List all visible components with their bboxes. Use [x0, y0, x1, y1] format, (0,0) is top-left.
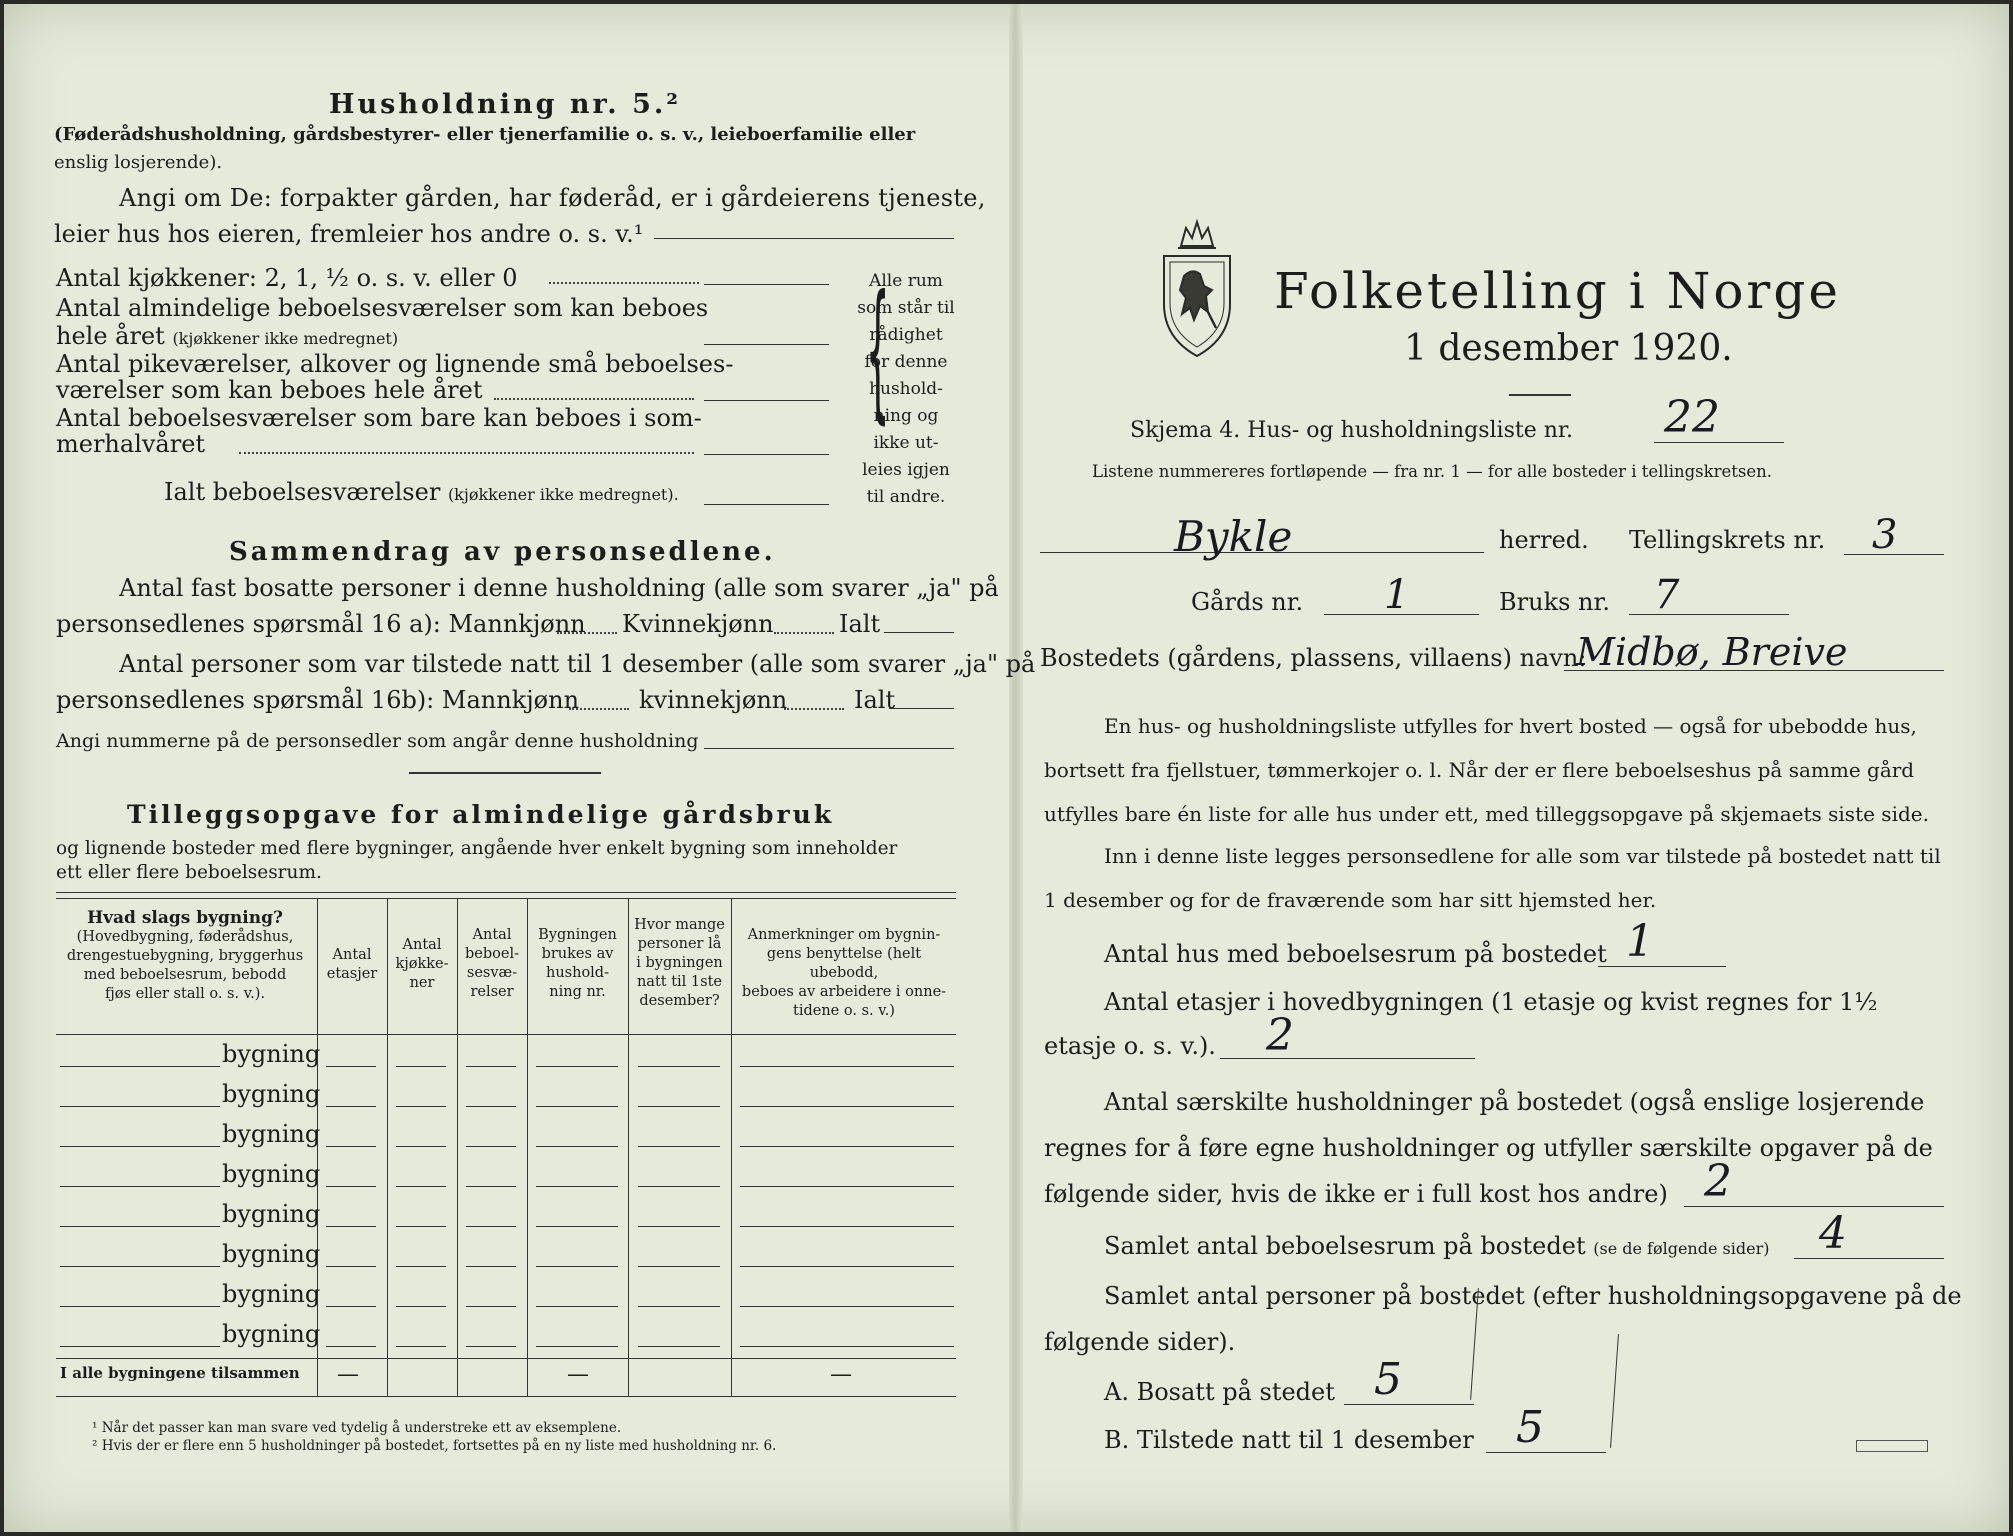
building-row-label: bygning: [222, 1160, 321, 1188]
household-title: Husholdning nr. 5.²: [329, 89, 682, 120]
building-row-label: bygning: [222, 1240, 321, 1268]
farm-title: Tilleggsopgave for almindelige gårdsbruk: [127, 800, 835, 829]
col-head-title: Hvad slags bygning?: [87, 908, 283, 928]
table-cell-blank: [740, 1146, 954, 1147]
table-cell-blank: [638, 1266, 720, 1267]
table-cell-blank: [466, 1106, 516, 1107]
summary-numbers-label: Angi nummerne på de personsedler som angår denne husholdning: [56, 730, 699, 752]
rooms-ordinary-answer: [704, 344, 829, 345]
side-note-line: ning og: [873, 406, 939, 426]
table-cell-blank: [638, 1226, 720, 1227]
col-head-remarks: [733, 926, 955, 1021]
col-head-kitchens: [389, 936, 455, 993]
household-intro: (Føderådshusholdning, gårdsbestyrer- eller tjenerfamilie o. s. v., leieboerfamilie eller: [54, 124, 916, 145]
census-date: 1 desember 1920.: [1404, 328, 1733, 369]
table-cell-blank: [326, 1226, 376, 1227]
table-cell-blank: [396, 1226, 446, 1227]
rooms-total-note: (kjøkkener ikke medregnet).: [447, 485, 679, 504]
col-head-line: sesvæ-: [466, 965, 518, 981]
instr-line-3: utfylles bare én liste for alle hus under ett, med tilleggsopgave på skjemaets siste side.: [1044, 802, 1929, 826]
q-present-label: B. Tilstede natt til 1 desember: [1104, 1426, 1474, 1454]
summary-line-2: personsedlenes spørsmål 16 a): Mannkjønn: [56, 610, 586, 638]
building-type-blank: [60, 1226, 220, 1227]
q-resident-value: 5: [1374, 1354, 1402, 1405]
col-head-line: Bygningen: [538, 927, 617, 943]
summary-numbers-answer: [704, 748, 954, 749]
gards-value: 1: [1384, 572, 1410, 618]
q-houses-value: 1: [1626, 916, 1654, 967]
instr-line-2: bortsett fra fjellstuer, tømmerkojer o. l. Når der er flere beboelseshus på samme gård: [1044, 758, 1915, 782]
side-note-line: ikke ut-: [873, 433, 939, 453]
rooms-small-label: Antal pikeværelser, alkover og lignende små beboelses-: [56, 350, 734, 378]
rooms-small-dots: [494, 398, 694, 400]
q-resident-line: [1344, 1404, 1474, 1405]
table-cell-blank: [396, 1266, 446, 1267]
col-head-persons: [630, 916, 729, 1011]
summary-male2-dots: [569, 708, 629, 710]
q-floors-label-2: etasje o. s. v.).: [1044, 1032, 1216, 1060]
col-head-line: (Hovedbygning, føderådshus,: [76, 929, 294, 945]
table-cell-blank: [326, 1306, 376, 1307]
table-cell-blank: [536, 1106, 618, 1107]
footnote-1: ¹ Når det passer kan man svare ved tydelig å understreke ett av eksemplene.: [92, 1420, 622, 1436]
summary-female-dots: [774, 632, 834, 634]
rooms-total-label: Ialt beboelsesværelser: [164, 478, 441, 506]
col-head-line: brukes av: [541, 946, 614, 962]
summary-total2-label: Ialt: [854, 686, 896, 714]
bruks-line: [1629, 614, 1789, 615]
table-col-divider: [731, 898, 732, 1396]
farm-line-2: ett eller flere beboelsesrum.: [56, 862, 322, 883]
rooms-summer-label: Antal beboelsesværelser som bare kan beboes i som-: [56, 404, 702, 432]
instr-line-4: Inn i denne liste legges personsedlene for alle som var tilstede på bostedet natt til: [1104, 844, 1941, 868]
building-row-label: bygning: [222, 1280, 321, 1308]
col-head-line: relser: [470, 984, 514, 1000]
building-row-label: bygning: [222, 1200, 321, 1228]
summary-female2-label: kvinnekjønn: [639, 686, 788, 714]
table-cell-blank: [638, 1346, 720, 1347]
building-type-blank: [60, 1106, 220, 1107]
table-cell-blank: [536, 1346, 618, 1347]
table-rule: [56, 1034, 956, 1035]
liste-nr-value: 22: [1664, 392, 1720, 443]
q-floors-line: [1220, 1058, 1475, 1059]
col-head-line: Antal: [472, 927, 512, 943]
col-head-floors: [319, 946, 385, 984]
rooms-small-label-2: værelser som kan beboes hele året: [56, 376, 483, 404]
col-head-line: beboel-: [465, 946, 519, 962]
table-total-label: I alle bygningene tilsammen: [60, 1364, 300, 1382]
q-rooms-value: 4: [1819, 1208, 1847, 1259]
table-cell-blank: [638, 1066, 720, 1067]
kitchens-label: Antal kjøkkener: 2, 1, ½ o. s. v. eller 0: [56, 264, 518, 292]
col-head-line: drengestuebygning, bryggerhus: [66, 948, 304, 964]
rooms-ordinary-label-2: hele året: [56, 322, 165, 350]
building-row-label: bygning: [222, 1080, 321, 1108]
q-households-label: Antal særskilte husholdninger på bostedet (også enslige losjerende: [1104, 1088, 1925, 1116]
summary-total2-answer: [889, 708, 954, 709]
listene-note: Listene nummereres fortløpende — fra nr. 1 — for alle bosteder i tellingskretsen.: [1092, 462, 1773, 481]
angi-line-1: Angi om De: forpakter gården, har føderåd, er i gårdeierens tjeneste,: [119, 184, 986, 212]
table-cell-blank: [536, 1186, 618, 1187]
q-houses-line: [1598, 966, 1726, 967]
table-col-divider: [387, 898, 388, 1396]
col-head-line: tidene o. s. v.): [793, 1003, 895, 1019]
col-head-line: Antal: [402, 937, 442, 953]
table-cell-blank: [638, 1146, 720, 1147]
bruks-value: 7: [1654, 572, 1680, 618]
census-form-sheet: [4, 4, 2009, 1532]
col-head-line: natt til 1ste: [636, 974, 723, 990]
table-rule: [56, 1358, 956, 1359]
q-houses-label: Antal hus med beboelsesrum på bostedet: [1104, 940, 1607, 968]
census-title: Folketelling i Norge: [1274, 262, 1841, 320]
q-rooms-note: (se de følgende sider): [1593, 1239, 1770, 1258]
q-households-label-3: følgende sider, hvis de ikke er i full kost hos andre): [1044, 1180, 1668, 1208]
col-head-line: i bygningen: [636, 955, 723, 971]
side-note-line: Alle rum: [869, 271, 943, 291]
table-cell-blank: [326, 1346, 376, 1347]
building-row-label: bygning: [222, 1040, 321, 1068]
table-cell-blank: [740, 1346, 954, 1347]
rooms-small-answer: [704, 400, 829, 401]
summary-total-label: Ialt: [839, 610, 881, 638]
col-head-line: gens benyttelse (helt ubebodd,: [766, 946, 922, 981]
table-cell-blank: [740, 1066, 954, 1067]
side-note-line: rådighet: [869, 325, 943, 345]
col-head-building-type: [56, 909, 314, 1004]
building-type-blank: [60, 1186, 220, 1187]
coat-of-arms-icon: [1156, 216, 1238, 362]
angi-answer-line: [654, 238, 954, 239]
side-note-line: hushold-: [869, 379, 943, 399]
building-row-label: bygning: [222, 1120, 321, 1148]
col-head-line: Antal: [332, 947, 372, 963]
table-col-divider: [628, 898, 629, 1396]
printer-stamp: [1856, 1440, 1928, 1452]
table-col-divider: [527, 898, 528, 1396]
table-cell-blank: [326, 1266, 376, 1267]
col-head-line: ning nr.: [549, 984, 606, 1000]
col-head-line: Hvor mange: [634, 917, 725, 933]
summary-total-answer: [884, 632, 954, 633]
q-persons-label: Samlet antal personer på bostedet (efter husholdningsopgavene på de: [1104, 1282, 1962, 1310]
table-cell-blank: [326, 1186, 376, 1187]
side-note-line: som står til: [857, 298, 955, 318]
col-head-line: hushold-: [545, 965, 609, 981]
bosted-label: Bostedets (gårdens, plassens, villaens) navn:: [1040, 644, 1587, 672]
col-head-rooms: [459, 926, 525, 1002]
side-note: [856, 264, 956, 511]
q-rooms-line: [1794, 1258, 1944, 1259]
side-note-line: for denne: [864, 352, 948, 372]
building-type-blank: [60, 1066, 220, 1067]
gards-label: Gårds nr.: [1191, 588, 1304, 616]
table-rule: [56, 1396, 956, 1397]
kitchens-dots: [549, 282, 699, 284]
farm-line-1: og lignende bosteder med flere bygninger, angående hver enkelt bygning som inneholder: [56, 838, 898, 859]
building-type-blank: [60, 1146, 220, 1147]
krets-value: 3: [1872, 512, 1898, 558]
summary-line-1: Antal fast bosatte personer i denne husholdning (alle som svarer „ja" på: [119, 574, 999, 602]
table-cell-blank: [638, 1306, 720, 1307]
summary-title: Sammendrag av personsedlene.: [229, 537, 776, 567]
table-cell-blank: [536, 1226, 618, 1227]
table-cell-blank: [466, 1266, 516, 1267]
table-cell-blank: [396, 1306, 446, 1307]
summary-line-3: Antal personer som var tilstede natt til 1 desember (alle som svarer „ja" på: [119, 650, 1036, 678]
col-head-line: personer lå: [637, 936, 722, 952]
rooms-summer-dots: [239, 452, 694, 454]
col-head-line: beboes av arbeidere i onne-: [741, 984, 947, 1000]
side-note-line: til andre.: [866, 487, 946, 507]
col-head-line: desember?: [639, 993, 720, 1009]
rooms-total-answer: [704, 504, 829, 505]
table-rule: [56, 892, 956, 893]
table-cell-blank: [466, 1226, 516, 1227]
kitchens-answer: [704, 284, 829, 285]
krets-label: Tellingskrets nr.: [1629, 526, 1826, 554]
col-head-line: ner: [409, 975, 435, 991]
col-head-line: etasjer: [326, 966, 378, 982]
summary-female-label: Kvinnekjønn: [622, 610, 774, 638]
table-cell-blank: [466, 1186, 516, 1187]
table-cell-blank: [396, 1186, 446, 1187]
herred-label: herred.: [1499, 526, 1589, 554]
side-note-line: leies igjen: [862, 460, 950, 480]
q-present-line: [1486, 1452, 1606, 1453]
table-cell-blank: [740, 1106, 954, 1107]
building-row-label: bygning: [222, 1320, 321, 1348]
bosted-value: Midbø, Breive: [1576, 630, 1848, 674]
brace-icon: {: [865, 264, 890, 438]
bruks-label: Bruks nr.: [1499, 588, 1610, 616]
table-cell-blank: [466, 1146, 516, 1147]
table-cell-blank: [326, 1066, 376, 1067]
q-floors-value: 2: [1266, 1010, 1294, 1061]
table-total-mark: —: [567, 1362, 589, 1387]
household-intro-2: enslig losjerende).: [54, 152, 223, 173]
table-cell-blank: [396, 1106, 446, 1107]
table-cell-blank: [638, 1186, 720, 1187]
table-col-divider: [457, 898, 458, 1396]
angi-line-2: leier hus hos eieren, fremleier hos andre o. s. v.¹: [54, 220, 644, 248]
rooms-summer-answer: [704, 454, 829, 455]
table-cell-blank: [466, 1346, 516, 1347]
summary-line-4: personsedlenes spørsmål 16b): Mannkjønn: [56, 686, 580, 714]
rooms-ordinary-label: Antal almindelige beboelsesværelser som kan beboes: [56, 294, 709, 322]
summary-male-dots: [557, 632, 617, 634]
q-present-value: 5: [1516, 1402, 1544, 1453]
skjema-label: Skjema 4. Hus- og husholdningsliste nr.: [1130, 418, 1573, 443]
table-cell-blank: [638, 1106, 720, 1107]
table-cell-blank: [326, 1146, 376, 1147]
col-head-line: fjøs eller stall o. s. v.).: [104, 986, 266, 1002]
q-floors-label: Antal etasjer i hovedbygningen (1 etasje og kvist regnes for 1½: [1104, 988, 1878, 1016]
q-rooms-label: Samlet antal beboelsesrum på bostedet: [1104, 1232, 1586, 1260]
table-cell-blank: [740, 1306, 954, 1307]
table-cell-blank: [396, 1346, 446, 1347]
summary-female2-dots: [784, 708, 844, 710]
building-type-blank: [60, 1306, 220, 1307]
building-type-blank: [60, 1266, 220, 1267]
col-head-household: [529, 926, 626, 1002]
q-resident-label: A. Bosatt på stedet: [1104, 1378, 1335, 1406]
table-cell-blank: [466, 1066, 516, 1067]
q-households-label-2: regnes for å føre egne husholdninger og utfyller særskilte opgaver på de: [1044, 1134, 1933, 1162]
rooms-summer-label-2: merhalvåret: [56, 430, 206, 458]
instr-line-5: 1 desember og for de fraværende som har sitt hjemsted her.: [1044, 888, 1657, 912]
table-cell-blank: [396, 1066, 446, 1067]
col-head-line: Anmerkninger om bygnin-: [747, 927, 941, 943]
q-persons-label-2: følgende sider).: [1044, 1328, 1236, 1356]
col-head-line: kjøkke-: [395, 956, 449, 972]
title-divider: [1509, 394, 1571, 396]
table-cell-blank: [466, 1306, 516, 1307]
table-cell-blank: [536, 1266, 618, 1267]
q-households-value: 2: [1704, 1156, 1732, 1207]
table-cell-blank: [740, 1266, 954, 1267]
table-total-mark: —: [830, 1362, 852, 1387]
instr-line-1: En hus- og husholdningsliste utfylles for hvert bosted — også for ubebodde hus,: [1104, 714, 1917, 738]
tally-mark: [1610, 1334, 1619, 1448]
building-type-blank: [60, 1346, 220, 1347]
table-cell-blank: [396, 1146, 446, 1147]
col-head-line: med beboelsesrum, bebodd: [83, 967, 287, 983]
table-cell-blank: [536, 1146, 618, 1147]
rooms-ordinary-note: (kjøkkener ikke medregnet): [172, 329, 399, 348]
table-cell-blank: [740, 1226, 954, 1227]
footnote-2: ² Hvis der er flere enn 5 husholdninger på bostedet, fortsettes på en ny liste med husholdning nr. 6.: [92, 1438, 777, 1454]
page-fold: [1009, 4, 1023, 1532]
table-total-mark: —: [337, 1362, 359, 1387]
table-cell-blank: [536, 1066, 618, 1067]
table-cell-blank: [740, 1186, 954, 1187]
section-divider: [409, 772, 601, 774]
table-cell-blank: [326, 1106, 376, 1107]
table-rule: [56, 898, 956, 899]
table-cell-blank: [536, 1306, 618, 1307]
herred-value: Bykle: [1174, 512, 1293, 561]
